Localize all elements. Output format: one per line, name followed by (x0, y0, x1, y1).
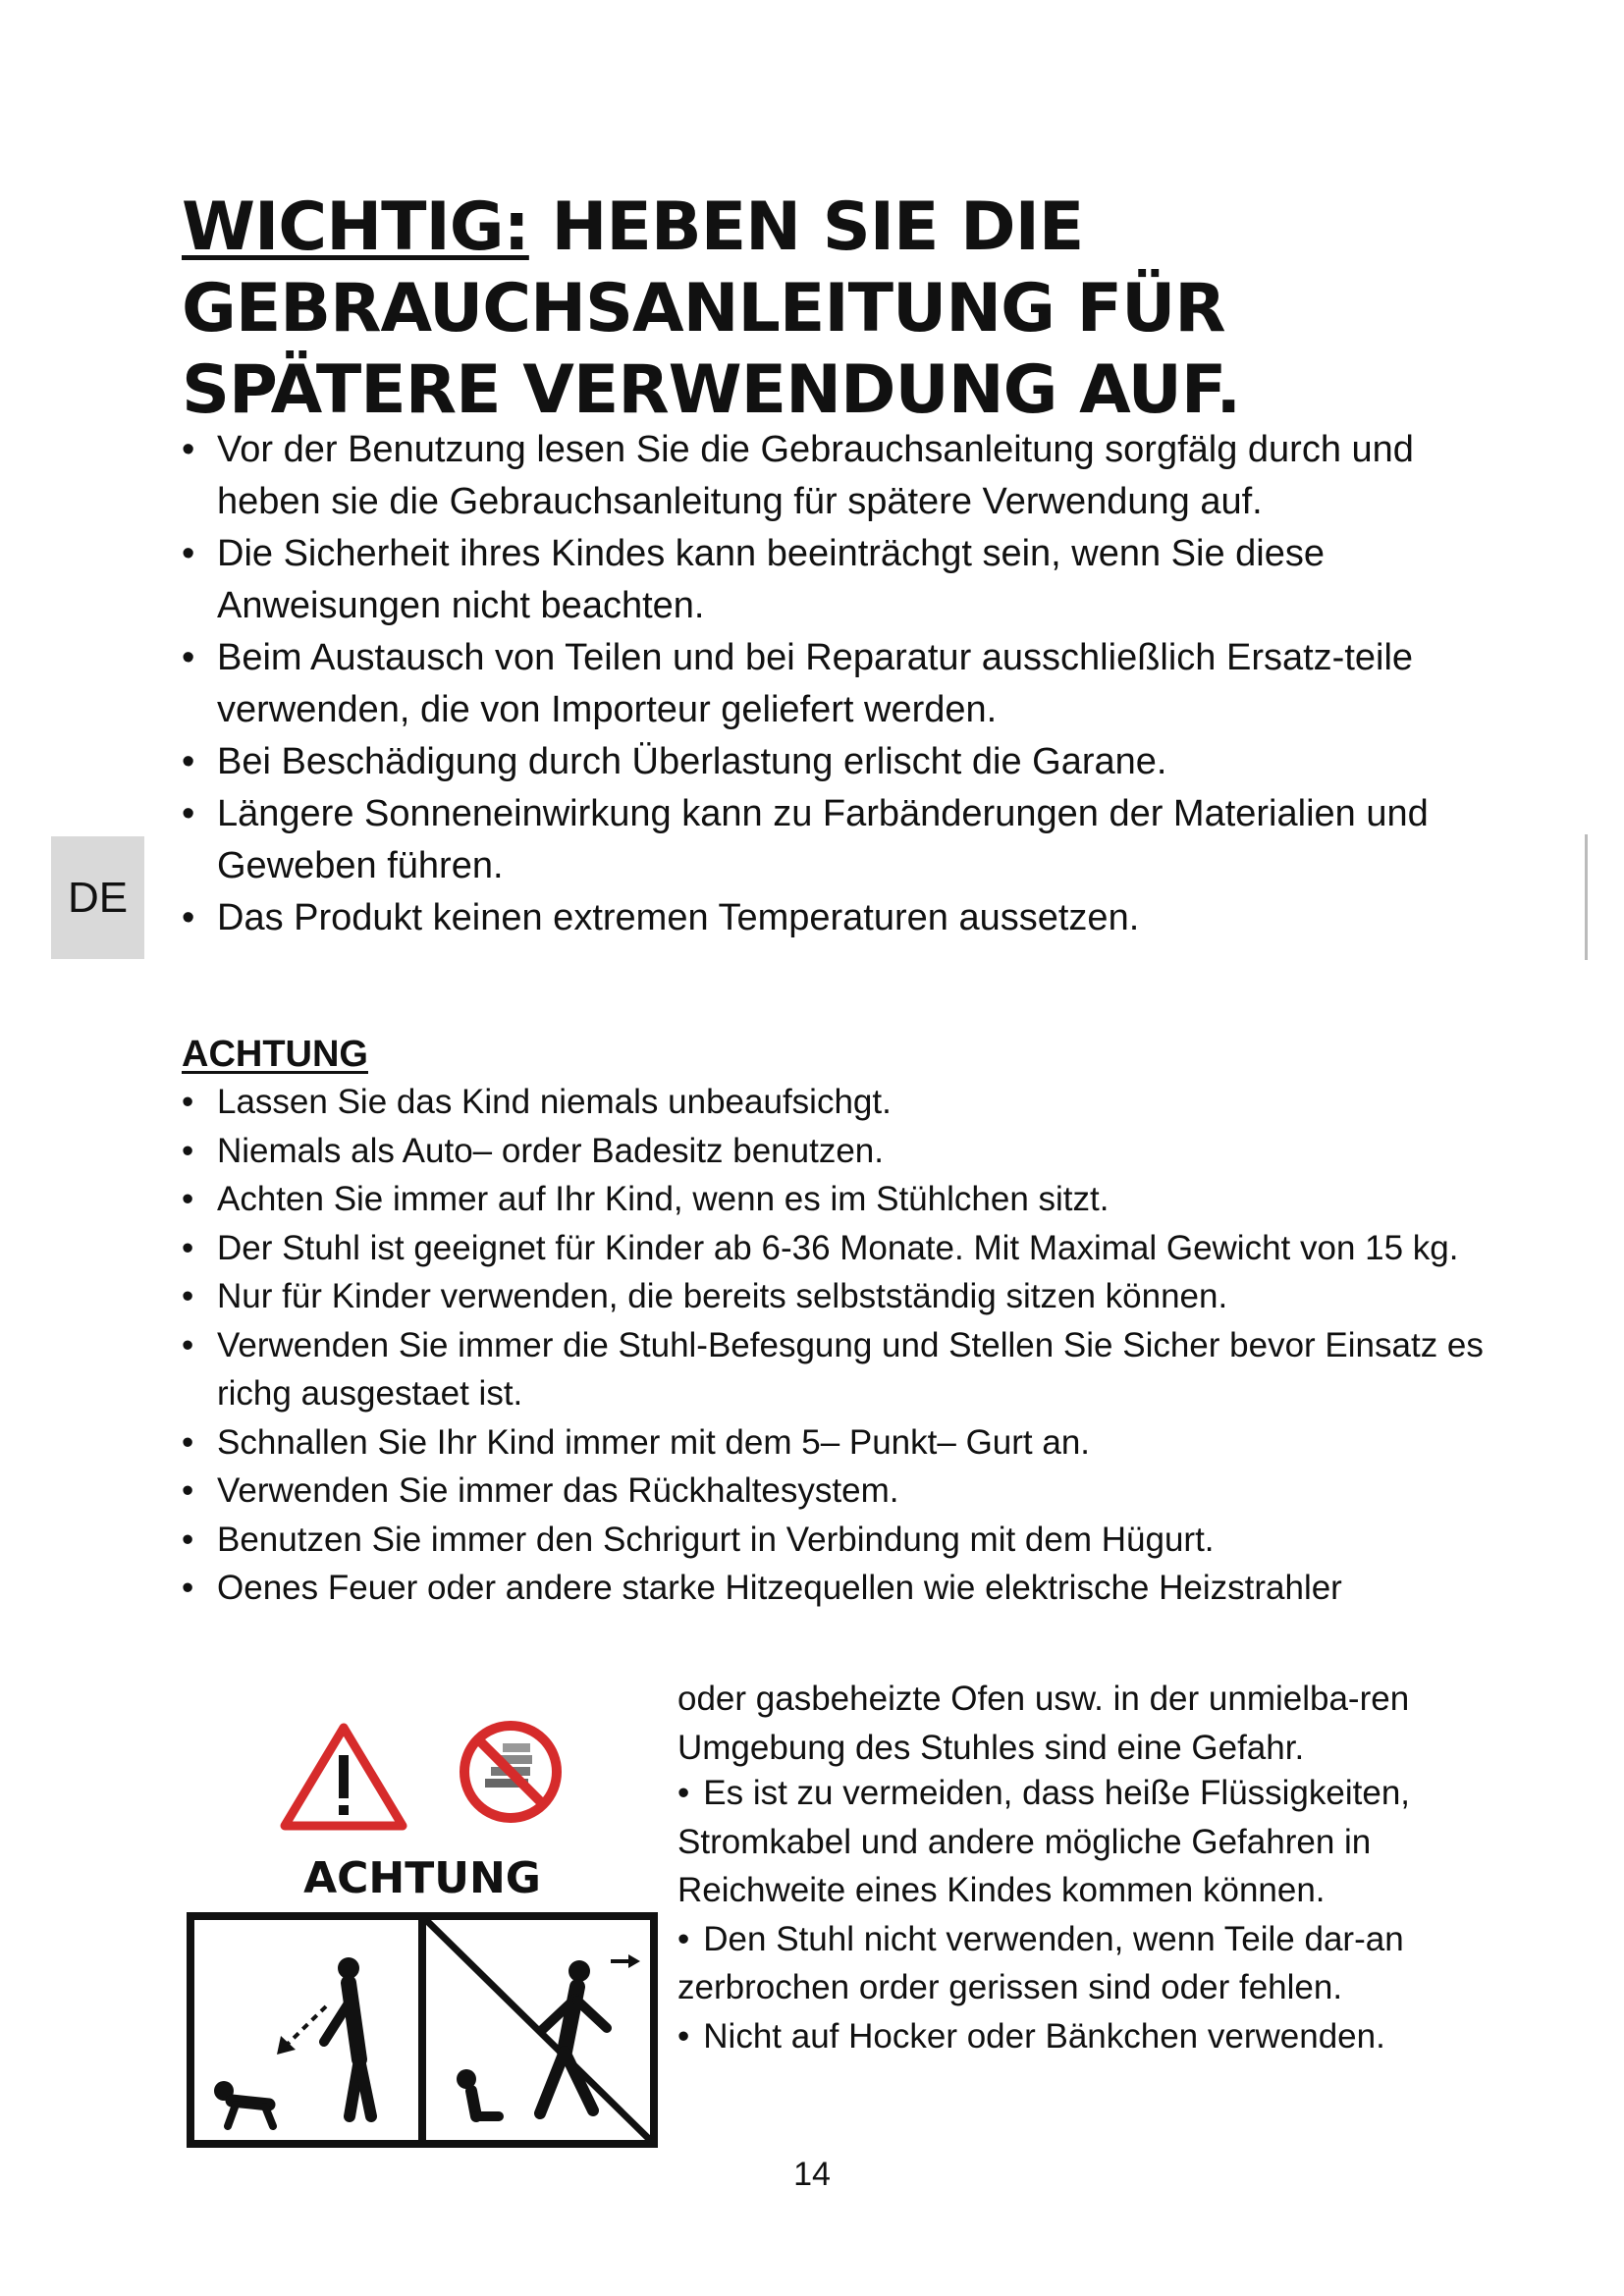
list-item: • Längere Sonneneinwirkung kann zu Farbänderungen der Materialien und Geweben führen. (182, 788, 1497, 892)
list-item: • Der Stuhl ist geeignet für Kinder ab 6-36 Monate. Mit Maximal Gewicht von 15 kg. (182, 1224, 1488, 1273)
page-edge-marker (1585, 834, 1588, 960)
warnings-list (182, 1078, 1488, 1613)
language-tab: DE (51, 836, 144, 959)
list-item: • Schnallen Sie Ihr Kind immer mit dem 5– Punkt– Gurt an. (182, 1418, 1488, 1468)
warning-triangle-icon (285, 1728, 403, 1826)
list-item: • Achten Sie immer auf Ihr Kind, wenn es im Stühlchen sitzt. (182, 1175, 1488, 1224)
list-item: • Den Stuhl nicht verwenden, wenn Teile dar-an zerbrochen order gerissen sind oder fehlen. (677, 1915, 1483, 2012)
warnings-list-continued (677, 1769, 1483, 2060)
list-item: • Verwenden Sie immer die Stuhl-Befesgung und Stellen Sie Sicher bevor Einsatz es richg ausgestaet ist. (182, 1321, 1488, 1418)
heading-important-label: WICHTIG: (182, 188, 529, 266)
list-item: • Lassen Sie das Kind niemals unbeaufsichgt. (182, 1078, 1488, 1127)
list-item: • Niemals als Auto– order Badesitz benutzen. (182, 1127, 1488, 1176)
list-item: • Bei Beschädigung durch Überlastung erlischt die Garane. (182, 736, 1497, 788)
list-item: • Es ist zu vermeiden, dass heiße Flüssigkeiten, Stromkabel und andere mögliche Gefahren in Reichweite eines Kindes kommen können. (677, 1769, 1483, 1915)
list-item: • Nur für Kinder verwenden, die bereits selbstständig sitzen können. (182, 1272, 1488, 1321)
list-item: • Verwenden Sie immer das Rückhaltesystem. (182, 1467, 1488, 1516)
warning-pictogram (187, 1912, 658, 2148)
list-item: • Benutzen Sie immer den Schrigurt in Verbindung mit dem Hügurt. (182, 1516, 1488, 1565)
list-item: • Das Produkt keinen extremen Temperaturen aussetzen. (182, 892, 1497, 944)
main-heading (182, 187, 1458, 431)
list-item-continuation: oder gasbeheizte Ofen usw. in der unmielba-ren Umgebung des Stuhles sind eine Gefahr. (677, 1680, 1410, 1767)
warning-symbols (187, 1718, 599, 1845)
list-item: • Beim Austausch von Teilen und bei Reparatur ausschließlich Ersatz-teile verwenden, die von Importeur geliefert werden. (182, 632, 1497, 736)
list-item: • Vor der Benutzung lesen Sie die Gebrauchsanleitung sorgfälg durch und heben sie die Gebrauchsanleitung für spätere Verwendung auf. (182, 424, 1497, 528)
list-item: • Nicht auf Hocker oder Bänkchen verwenden. (677, 2012, 1483, 2061)
achtung-heading: ACHTUNG (182, 1034, 368, 1075)
no-stairs-icon (464, 1726, 557, 1818)
list-item: • Die Sicherheit ihres Kindes kann beeinträchgt sein, wenn Sie diese Anweisungen nicht beachten. (182, 528, 1497, 632)
general-instructions-list (182, 424, 1497, 944)
list-item: • Oenes Feuer oder andere starke Hitzequellen wie elektrische Heizstrahler (182, 1564, 1488, 1613)
warning-label: ACHTUNG (303, 1853, 541, 1903)
heading-text: HEBEN SIE DIE GEBRAUCHSANLEITUNG FÜR SPÄTERE VERWENDUNG AUF. (182, 188, 1241, 429)
page-number: 14 (793, 2156, 831, 2193)
